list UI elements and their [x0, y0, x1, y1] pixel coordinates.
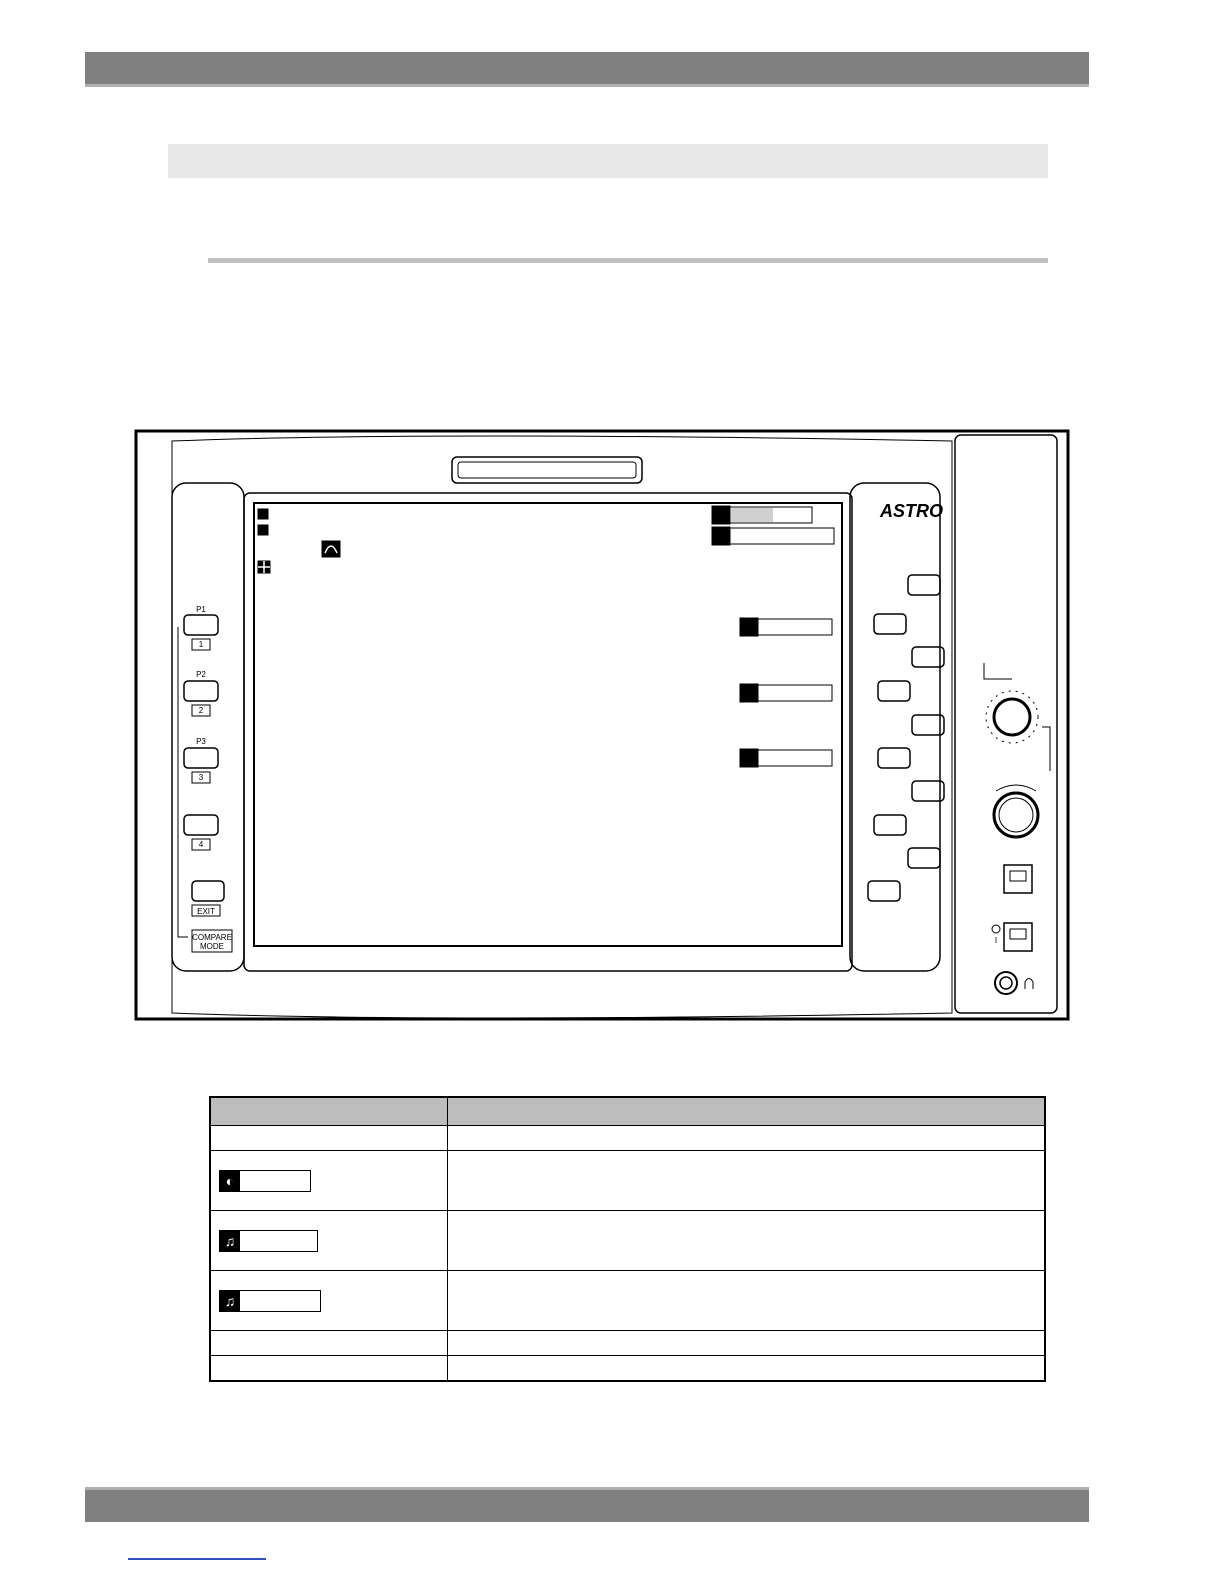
music-icon: ♫: [220, 1231, 240, 1251]
right-menu-buttons: [868, 575, 944, 901]
volume-icon: [712, 506, 730, 524]
table-row: [210, 1126, 1045, 1151]
table-cell: [448, 1151, 1046, 1211]
footer-link-underline[interactable]: [128, 1558, 266, 1560]
music-icon: [712, 527, 730, 545]
music-icon: ♫: [220, 1291, 240, 1311]
table-cell: [210, 1331, 448, 1356]
table-cell: [448, 1331, 1046, 1356]
power-led: [992, 925, 1000, 933]
table-header-row: [210, 1097, 1045, 1126]
button-2-label: 2: [198, 706, 204, 715]
table-row: [210, 1356, 1045, 1382]
music-icon: [740, 749, 758, 767]
headphone-jack: [995, 972, 1017, 994]
music-indicator: [219, 1290, 321, 1312]
button-4-label: 4: [198, 840, 204, 849]
adjust-knob: [994, 793, 1038, 837]
section-heading-bar: [168, 144, 1048, 178]
button-1-label: 1: [198, 640, 204, 649]
status-icon: [258, 525, 268, 535]
left-function-buttons: [184, 615, 232, 952]
brand-logo: ASTRO: [880, 501, 943, 521]
footer-bar: [85, 1487, 1089, 1522]
headphone-icon: [1025, 979, 1033, 990]
selector-knob: [994, 699, 1030, 735]
header-bar: [85, 52, 1089, 87]
table-cell: [448, 1271, 1046, 1331]
p2-label: P2: [196, 670, 206, 679]
mode-label: MODE: [200, 942, 224, 951]
table-row: [210, 1151, 1045, 1211]
table-cell: [448, 1356, 1046, 1382]
table-row: [210, 1331, 1045, 1356]
display-screen: [254, 503, 842, 946]
table-cell: [448, 1126, 1046, 1151]
table-cell: [210, 1126, 448, 1151]
side-control-panel: [955, 435, 1057, 1013]
music-icon: [740, 684, 758, 702]
exit-label: EXIT: [197, 907, 215, 916]
p1-label: P1: [196, 605, 206, 614]
volume-icon: ◐: [220, 1171, 240, 1191]
table-header-cell: [210, 1097, 448, 1126]
status-icon: [258, 509, 268, 519]
subsection-rule: [208, 258, 1048, 263]
switch: [1004, 865, 1032, 893]
table-row: [210, 1211, 1045, 1271]
volume-icon: [740, 618, 758, 636]
indicator-table: [209, 1096, 1046, 1382]
power-on-label: I: [994, 936, 998, 945]
music-indicator: [219, 1230, 318, 1252]
p3-label: P3: [196, 737, 206, 746]
waveform-icon: [322, 541, 340, 557]
top-handle: [452, 457, 642, 483]
volume-indicator: [219, 1170, 311, 1192]
table-header-cell: [448, 1097, 1046, 1126]
table-cell: [210, 1356, 448, 1382]
table-row: [210, 1271, 1045, 1331]
monitor-front-panel: [132, 427, 1070, 1023]
button-3-label: 3: [198, 773, 204, 782]
power-switch: [1004, 923, 1032, 951]
table-cell: [448, 1211, 1046, 1271]
compare-label: COMPARE: [192, 933, 232, 942]
